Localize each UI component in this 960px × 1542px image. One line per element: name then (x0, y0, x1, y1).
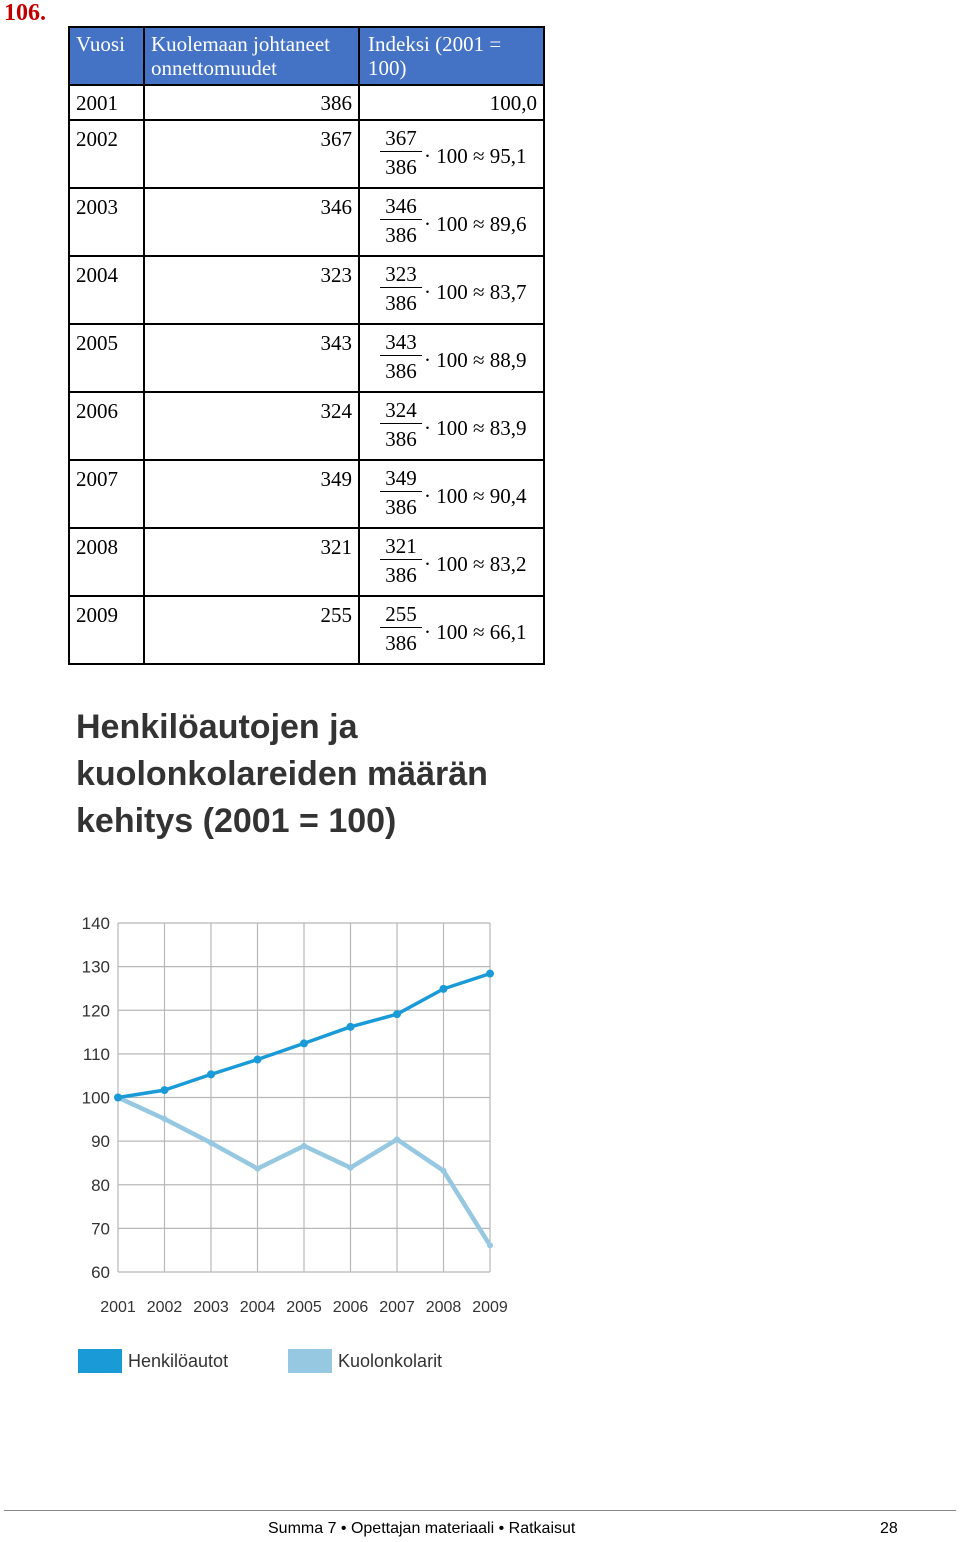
table-row (69, 528, 544, 596)
fraction-denominator: 386 (385, 427, 417, 451)
data-point-cars (254, 1056, 262, 1064)
approx-symbol: ≈ (473, 416, 485, 440)
calc-rest (424, 552, 527, 576)
line-chart (60, 900, 530, 1330)
year-cell: 2001 (69, 85, 144, 120)
y-tick-label: 90 (91, 1132, 110, 1152)
footer-text: Summa 7 • Opettajan materiaali • Ratkaisut (268, 1520, 576, 1537)
data-point-cars (207, 1070, 215, 1078)
calc-rest (424, 620, 527, 644)
fraction (380, 127, 422, 178)
index-result: 66,1 (489, 620, 527, 644)
problem-number: 106. (4, 0, 46, 26)
x-tick-label: 2005 (286, 1299, 322, 1316)
approx-symbol: ≈ (473, 144, 485, 168)
x-tick-label: 2007 (379, 1299, 415, 1316)
fraction-bar (380, 219, 422, 220)
data-point-cars (393, 1010, 401, 1018)
deaths-cell: 343 (144, 324, 359, 392)
index-calculation (366, 127, 537, 187)
y-tick-label: 140 (81, 914, 110, 933)
index-cell (359, 324, 544, 392)
data-point-crashes (301, 1143, 307, 1149)
year-cell: 2005 (69, 324, 144, 392)
deaths-cell: 386 (144, 85, 359, 120)
approx-symbol: ≈ (473, 280, 485, 304)
approx-symbol: ≈ (473, 212, 485, 236)
approx-symbol: ≈ (473, 484, 485, 508)
x-tick-label: 2006 (332, 1299, 369, 1316)
y-tick-label: 80 (91, 1175, 110, 1195)
legend-label-cars: Henkilöautot (128, 1351, 229, 1371)
index-calculation (366, 535, 537, 595)
calc-rest (424, 280, 527, 304)
table-row (69, 256, 544, 324)
index-cell (359, 120, 544, 188)
fraction (380, 195, 422, 246)
x-tick-label: 2009 (472, 1299, 508, 1316)
index-calculation (366, 263, 537, 323)
y-tick-label: 130 (81, 957, 110, 977)
data-point-cars (161, 1086, 169, 1094)
index-cell: 100,0 (359, 85, 544, 120)
fraction-numerator: 321 (385, 534, 417, 558)
calc-rest (424, 212, 527, 236)
y-tick-label: 100 (81, 1088, 110, 1108)
data-point-cars (347, 1023, 355, 1031)
approx-symbol: ≈ (473, 348, 485, 372)
deaths-cell: 346 (144, 188, 359, 256)
index-cell (359, 528, 544, 596)
index-cell (359, 392, 544, 460)
index-table (68, 26, 545, 665)
year-cell: 2007 (69, 460, 144, 528)
page-number: 28 (880, 1520, 898, 1537)
table-row (69, 596, 544, 664)
fraction (380, 331, 422, 382)
deaths-cell: 255 (144, 596, 359, 664)
footer-divider (4, 1510, 956, 1511)
fraction-bar (380, 355, 422, 356)
deaths-cell: 323 (144, 256, 359, 324)
legend-label-crashes: Kuolonkolarit (338, 1351, 443, 1371)
table-row (69, 460, 544, 528)
year-cell: 2006 (69, 392, 144, 460)
year-cell: 2003 (69, 188, 144, 256)
y-tick-label: 70 (91, 1219, 110, 1239)
index-result: 89,6 (489, 212, 527, 236)
fraction-numerator: 255 (385, 602, 417, 626)
year-cell: 2008 (69, 528, 144, 596)
index-cell (359, 460, 544, 528)
data-point-crashes (255, 1166, 261, 1172)
x-tick-label: 2001 (100, 1299, 136, 1316)
index-cell (359, 596, 544, 664)
table-header-row (69, 27, 544, 85)
index-cell (359, 188, 544, 256)
fraction (380, 263, 422, 314)
fraction-numerator: 367 (385, 126, 417, 150)
y-tick-label: 110 (82, 1044, 110, 1064)
fraction-denominator: 386 (385, 631, 417, 655)
fraction-denominator: 386 (385, 291, 417, 315)
fraction-bar (380, 151, 422, 152)
fraction-numerator: 324 (385, 398, 417, 422)
fraction-bar (380, 491, 422, 492)
multiplier: · 100 (424, 348, 468, 372)
legend-swatch-cars (78, 1349, 122, 1373)
index-result: 83,2 (489, 552, 527, 576)
data-point-cars (114, 1094, 122, 1102)
table-row (69, 188, 544, 256)
fraction-denominator: 386 (385, 359, 417, 383)
multiplier: · 100 (424, 280, 468, 304)
x-tick-label: 2003 (193, 1299, 229, 1316)
index-calculation (366, 467, 537, 527)
y-tick-label: 120 (81, 1001, 110, 1021)
fraction-bar (380, 627, 422, 628)
data-point-crashes (348, 1165, 354, 1171)
index-calculation (366, 331, 537, 391)
fraction-bar (380, 287, 422, 288)
calc-rest (424, 144, 527, 168)
index-result: 88,9 (489, 348, 527, 372)
fraction-numerator: 323 (385, 262, 417, 286)
data-point-crashes (162, 1116, 168, 1122)
x-tick-label: 2008 (425, 1299, 462, 1316)
chart-title: Henkilöautojen ja kuolonkolareiden määrän kehitys (2001 = 100) (76, 708, 488, 840)
deaths-cell: 349 (144, 460, 359, 528)
index-result: 83,9 (489, 416, 527, 440)
calc-rest (424, 416, 527, 440)
fraction-denominator: 386 (385, 563, 417, 587)
data-point-crashes (487, 1242, 493, 1248)
data-point-cars (486, 970, 494, 978)
data-point-crashes (394, 1136, 400, 1142)
legend-swatch-crashes (288, 1349, 332, 1373)
data-point-cars (300, 1039, 308, 1047)
x-tick-label: 2004 (239, 1299, 276, 1316)
data-point-crashes (441, 1168, 447, 1174)
table-row (69, 392, 544, 460)
multiplier: · 100 (424, 620, 468, 644)
fraction-denominator: 386 (385, 495, 417, 519)
deaths-cell: 324 (144, 392, 359, 460)
table-row (69, 324, 544, 392)
data-point-cars (440, 985, 448, 993)
multiplier: · 100 (424, 416, 468, 440)
multiplier: · 100 (424, 212, 468, 236)
index-calculation (366, 399, 537, 459)
fraction (380, 467, 422, 518)
table-row (69, 120, 544, 188)
fraction-numerator: 343 (385, 330, 417, 354)
year-cell: 2004 (69, 256, 144, 324)
data-point-crashes (208, 1140, 214, 1146)
approx-symbol: ≈ (473, 552, 485, 576)
deaths-cell: 367 (144, 120, 359, 188)
header-index: Indeksi (2001 = 100) (359, 27, 544, 85)
year-cell: 2002 (69, 120, 144, 188)
header-deaths: Kuolemaan johtaneet onnettomuudet (144, 27, 359, 85)
calc-rest (424, 484, 527, 508)
fraction (380, 535, 422, 586)
multiplier: · 100 (424, 552, 468, 576)
calc-rest (424, 348, 527, 372)
fraction-bar (380, 559, 422, 560)
approx-symbol: ≈ (473, 620, 485, 644)
index-result: 83,7 (489, 280, 527, 304)
fraction-bar (380, 423, 422, 424)
table-row (69, 85, 544, 120)
deaths-cell: 321 (144, 528, 359, 596)
fraction-numerator: 349 (385, 466, 417, 490)
index-calculation (366, 603, 537, 663)
y-tick-label: 60 (91, 1263, 110, 1282)
x-tick-label: 2002 (146, 1299, 183, 1316)
header-year: Vuosi (69, 27, 144, 85)
index-calculation (366, 195, 537, 255)
fraction-denominator: 386 (385, 155, 417, 179)
index-result: 95,1 (489, 144, 527, 168)
year-cell: 2009 (69, 596, 144, 664)
multiplier: · 100 (424, 144, 468, 168)
fraction (380, 399, 422, 450)
fraction-denominator: 386 (385, 223, 417, 247)
fraction-numerator: 346 (385, 194, 417, 218)
index-result: 90,4 (489, 484, 527, 508)
multiplier: · 100 (424, 484, 468, 508)
fraction (380, 603, 422, 654)
index-cell (359, 256, 544, 324)
